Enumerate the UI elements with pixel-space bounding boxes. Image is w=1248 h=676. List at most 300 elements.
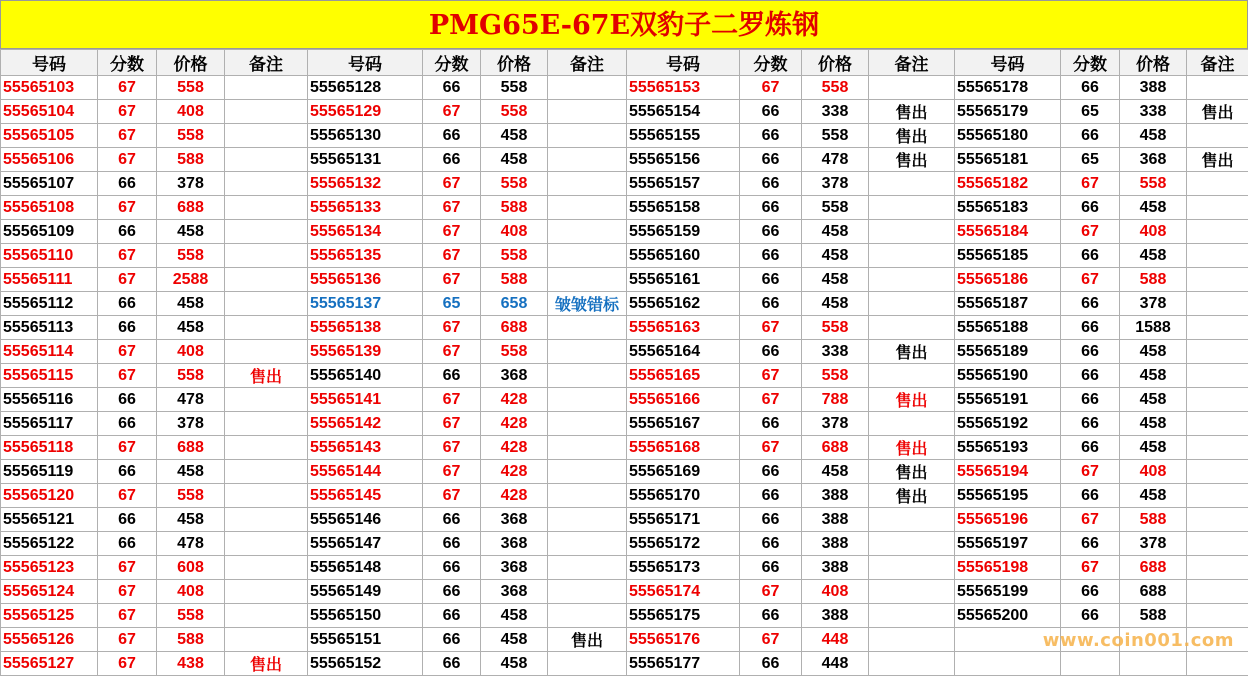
item-note: 售出 [869, 340, 955, 364]
item-code: 55565176 [627, 628, 740, 652]
item-score: 66 [98, 172, 157, 196]
item-price: 378 [157, 172, 225, 196]
item-code: 55565179 [955, 100, 1061, 124]
item-score: 66 [1061, 436, 1120, 460]
item-note [1187, 484, 1248, 508]
item-price: 2588 [157, 268, 225, 292]
item-score: 66 [740, 220, 802, 244]
item-score: 67 [1061, 268, 1120, 292]
item-score: 66 [98, 460, 157, 484]
item-score: 67 [423, 172, 481, 196]
item-code: 55565145 [308, 484, 423, 508]
item-code: 55565158 [627, 196, 740, 220]
item-code: 55565170 [627, 484, 740, 508]
item-code: 55565141 [308, 388, 423, 412]
item-code: 55565167 [627, 412, 740, 436]
item-code: 55565148 [308, 556, 423, 580]
table-row [1, 124, 1248, 148]
item-code: 55565151 [308, 628, 423, 652]
item-code: 55565157 [627, 172, 740, 196]
table-row [1, 580, 1248, 604]
item-note [1187, 388, 1248, 412]
item-note [548, 460, 627, 484]
item-note: 售出 [869, 124, 955, 148]
item-note [1187, 364, 1248, 388]
item-price: 438 [157, 652, 225, 676]
item-code: 55565113 [1, 316, 98, 340]
item-code: 55565153 [627, 76, 740, 100]
item-score: 66 [740, 100, 802, 124]
item-note [225, 268, 308, 292]
item-note: 售出 [869, 436, 955, 460]
item-code: 55565161 [627, 268, 740, 292]
item-code: 55565159 [627, 220, 740, 244]
item-price: 408 [802, 580, 869, 604]
item-price: 478 [157, 532, 225, 556]
item-note: 售出 [1187, 148, 1248, 172]
item-code: 55565169 [627, 460, 740, 484]
item-code: 55565200 [955, 604, 1061, 628]
item-price: 588 [1120, 268, 1187, 292]
item-code: 55565155 [627, 124, 740, 148]
item-score: 66 [1061, 244, 1120, 268]
item-note: 售出 [1187, 100, 1248, 124]
item-code: 55565181 [955, 148, 1061, 172]
item-score: 66 [98, 292, 157, 316]
item-code: 55565185 [955, 244, 1061, 268]
item-score: 67 [98, 484, 157, 508]
item-price: 558 [157, 364, 225, 388]
item-code: 55565149 [308, 580, 423, 604]
item-score: 66 [1061, 124, 1120, 148]
item-code: 55565186 [955, 268, 1061, 292]
item-score: 66 [740, 340, 802, 364]
item-score: 67 [423, 412, 481, 436]
item-note [869, 172, 955, 196]
item-score: 67 [1061, 556, 1120, 580]
item-price: 588 [1120, 604, 1187, 628]
header-price: 价格 [1120, 50, 1187, 76]
item-score: 66 [423, 148, 481, 172]
item-score: 67 [98, 124, 157, 148]
item-note [1187, 604, 1248, 628]
table-row [1, 196, 1248, 220]
item-price: 458 [157, 316, 225, 340]
item-score: 67 [423, 460, 481, 484]
item-note [225, 124, 308, 148]
item-price: 558 [157, 76, 225, 100]
item-price: 588 [481, 196, 548, 220]
item-code: 55565138 [308, 316, 423, 340]
header-code: 号码 [955, 50, 1061, 76]
item-price: 558 [1120, 172, 1187, 196]
item-score: 67 [423, 436, 481, 460]
item-price: 368 [481, 364, 548, 388]
item-price: 458 [1120, 340, 1187, 364]
item-price: 558 [481, 76, 548, 100]
item-code: 55565110 [1, 244, 98, 268]
item-price: 428 [481, 460, 548, 484]
item-price: 388 [802, 556, 869, 580]
item-code: 55565129 [308, 100, 423, 124]
item-score: 67 [98, 652, 157, 676]
item-note [548, 340, 627, 364]
listing-table [0, 49, 1248, 676]
item-code: 55565143 [308, 436, 423, 460]
item-score: 66 [740, 196, 802, 220]
item-score: 67 [98, 628, 157, 652]
table-row [1, 316, 1248, 340]
item-score: 65 [423, 292, 481, 316]
item-note [869, 580, 955, 604]
item-price: 458 [481, 604, 548, 628]
item-price: 478 [802, 148, 869, 172]
item-note [869, 508, 955, 532]
item-price: 458 [481, 148, 548, 172]
table-row [1, 388, 1248, 412]
item-code: 55565132 [308, 172, 423, 196]
item-note [225, 244, 308, 268]
item-score: 66 [740, 268, 802, 292]
item-note [548, 148, 627, 172]
item-note [548, 580, 627, 604]
item-code: 55565140 [308, 364, 423, 388]
item-note [225, 484, 308, 508]
item-note [225, 196, 308, 220]
item-score: 67 [98, 436, 157, 460]
table-row [1, 556, 1248, 580]
item-score: 67 [423, 244, 481, 268]
item-code: 55565116 [1, 388, 98, 412]
item-code: 55565188 [955, 316, 1061, 340]
item-note [869, 220, 955, 244]
item-price: 458 [1120, 196, 1187, 220]
item-score: 65 [1061, 148, 1120, 172]
item-code: 55565192 [955, 412, 1061, 436]
item-price: 558 [481, 340, 548, 364]
item-code: 55565195 [955, 484, 1061, 508]
item-price: 458 [1120, 412, 1187, 436]
header-score: 分数 [423, 50, 481, 76]
header-code: 号码 [627, 50, 740, 76]
item-price: 388 [802, 508, 869, 532]
item-note [225, 556, 308, 580]
item-price: 1588 [1120, 316, 1187, 340]
item-price: 338 [802, 340, 869, 364]
item-score: 66 [423, 556, 481, 580]
item-score: 66 [1061, 484, 1120, 508]
item-score: 67 [740, 364, 802, 388]
item-price: 478 [157, 388, 225, 412]
item-price: 448 [802, 652, 869, 676]
item-note [869, 76, 955, 100]
item-note [225, 76, 308, 100]
item-score: 66 [740, 124, 802, 148]
item-price: 428 [481, 412, 548, 436]
item-price: 558 [481, 172, 548, 196]
item-code: 55565144 [308, 460, 423, 484]
item-price: 608 [157, 556, 225, 580]
item-code: 55565194 [955, 460, 1061, 484]
item-note [548, 268, 627, 292]
item-score: 67 [740, 436, 802, 460]
item-note [225, 628, 308, 652]
item-price: 458 [157, 220, 225, 244]
table-row [1, 268, 1248, 292]
item-code: 55565107 [1, 172, 98, 196]
table-row [1, 340, 1248, 364]
item-price: 688 [1120, 580, 1187, 604]
item-note [225, 172, 308, 196]
item-note [869, 316, 955, 340]
item-note [869, 556, 955, 580]
item-price: 408 [481, 220, 548, 244]
item-price: 378 [802, 412, 869, 436]
table-row [1, 220, 1248, 244]
item-code: 55565197 [955, 532, 1061, 556]
item-code: 55565160 [627, 244, 740, 268]
item-code: 55565198 [955, 556, 1061, 580]
item-score: 67 [1061, 460, 1120, 484]
item-price: 588 [157, 148, 225, 172]
item-score: 66 [740, 244, 802, 268]
item-price: 458 [802, 220, 869, 244]
item-price: 368 [1120, 148, 1187, 172]
item-code: 55565189 [955, 340, 1061, 364]
item-score: 66 [1061, 292, 1120, 316]
header-note: 备注 [869, 50, 955, 76]
item-price: 368 [481, 508, 548, 532]
item-code: 55565168 [627, 436, 740, 460]
item-code: 55565134 [308, 220, 423, 244]
item-code: 55565133 [308, 196, 423, 220]
item-score: 67 [98, 100, 157, 124]
item-note [225, 292, 308, 316]
item-score: 66 [740, 460, 802, 484]
item-note: 售出 [225, 652, 308, 676]
item-code: 55565103 [1, 76, 98, 100]
item-score: 67 [423, 196, 481, 220]
item-score: 66 [740, 604, 802, 628]
table-row [1, 244, 1248, 268]
item-note [1187, 124, 1248, 148]
item-note: 售出 [548, 628, 627, 652]
item-note [1187, 556, 1248, 580]
item-score: 67 [740, 628, 802, 652]
item-price: 558 [802, 316, 869, 340]
item-score: 66 [98, 220, 157, 244]
item-price: 378 [802, 172, 869, 196]
item-code: 55565123 [1, 556, 98, 580]
item-note: 售出 [869, 484, 955, 508]
item-score: 66 [423, 652, 481, 676]
item-score: 66 [1061, 388, 1120, 412]
item-code: 55565109 [1, 220, 98, 244]
table-row [1, 436, 1248, 460]
item-score: 67 [98, 580, 157, 604]
item-price: 408 [1120, 460, 1187, 484]
item-score: 66 [740, 556, 802, 580]
item-note [225, 220, 308, 244]
item-code: 55565172 [627, 532, 740, 556]
item-code: 55565147 [308, 532, 423, 556]
item-price: 368 [481, 556, 548, 580]
item-score: 66 [423, 532, 481, 556]
item-note [548, 508, 627, 532]
item-score: 66 [740, 484, 802, 508]
item-note [225, 460, 308, 484]
item-score: 67 [98, 196, 157, 220]
item-price: 428 [481, 436, 548, 460]
item-price: 408 [1120, 220, 1187, 244]
item-price: 458 [157, 508, 225, 532]
item-score: 67 [1061, 172, 1120, 196]
table-row [1, 460, 1248, 484]
item-price: 558 [481, 100, 548, 124]
item-note [1187, 652, 1248, 676]
item-score: 67 [740, 388, 802, 412]
item-score: 67 [423, 220, 481, 244]
item-score: 66 [1061, 340, 1120, 364]
item-price: 458 [481, 124, 548, 148]
item-note [548, 388, 627, 412]
item-price: 558 [157, 484, 225, 508]
item-note [548, 532, 627, 556]
item-code: 55565117 [1, 412, 98, 436]
header-price: 价格 [481, 50, 548, 76]
item-code: 55565166 [627, 388, 740, 412]
item-note [225, 604, 308, 628]
item-score: 67 [1061, 220, 1120, 244]
item-code: 55565174 [627, 580, 740, 604]
item-code: 55565175 [627, 604, 740, 628]
item-score: 67 [98, 244, 157, 268]
item-score: 66 [98, 316, 157, 340]
item-score: 66 [423, 364, 481, 388]
item-note [548, 244, 627, 268]
item-code: 55565196 [955, 508, 1061, 532]
header-price: 价格 [802, 50, 869, 76]
item-price: 408 [157, 580, 225, 604]
item-price: 588 [1120, 508, 1187, 532]
item-score: 67 [98, 364, 157, 388]
item-score: 67 [740, 316, 802, 340]
item-score: 66 [423, 604, 481, 628]
table-row [1, 532, 1248, 556]
item-price: 388 [802, 532, 869, 556]
item-price: 448 [802, 628, 869, 652]
item-score: 67 [423, 316, 481, 340]
item-note [548, 100, 627, 124]
item-score: 66 [1061, 316, 1120, 340]
item-note [869, 244, 955, 268]
item-code: 55565191 [955, 388, 1061, 412]
item-note [869, 628, 955, 652]
item-price: 688 [1120, 556, 1187, 580]
item-score: 67 [98, 604, 157, 628]
table-row [1, 172, 1248, 196]
header-note: 备注 [548, 50, 627, 76]
watermark: www.coin001.com [1043, 630, 1234, 651]
item-price: 458 [802, 244, 869, 268]
item-score: 67 [98, 148, 157, 172]
item-price: 788 [802, 388, 869, 412]
item-code: 55565165 [627, 364, 740, 388]
item-note [1187, 412, 1248, 436]
item-score: 66 [98, 532, 157, 556]
item-price: 558 [157, 604, 225, 628]
item-code: 55565114 [1, 340, 98, 364]
item-price: 378 [1120, 532, 1187, 556]
item-score: 66 [1061, 412, 1120, 436]
item-note [869, 652, 955, 676]
item-note: 售出 [869, 460, 955, 484]
item-score: 66 [423, 580, 481, 604]
item-price: 428 [481, 388, 548, 412]
item-note: 皱皱错标 [548, 292, 627, 316]
item-note [548, 412, 627, 436]
item-price: 558 [157, 124, 225, 148]
item-code: 55565135 [308, 244, 423, 268]
item-score: 66 [1061, 364, 1120, 388]
item-score: 66 [740, 412, 802, 436]
item-note [1187, 172, 1248, 196]
item-code: 55565106 [1, 148, 98, 172]
item-note [548, 484, 627, 508]
item-code: 55565152 [308, 652, 423, 676]
item-note [1187, 340, 1248, 364]
item-score: 66 [740, 172, 802, 196]
item-price: 338 [1120, 100, 1187, 124]
item-score: 66 [98, 508, 157, 532]
item-code: 55565177 [627, 652, 740, 676]
item-price: 458 [481, 652, 548, 676]
table-row [1, 76, 1248, 100]
item-code: 55565150 [308, 604, 423, 628]
item-note [225, 580, 308, 604]
item-code: 55565122 [1, 532, 98, 556]
item-score: 66 [1061, 196, 1120, 220]
item-price: 688 [802, 436, 869, 460]
item-score: 67 [1061, 508, 1120, 532]
item-note [548, 604, 627, 628]
item-note [1187, 508, 1248, 532]
item-note: 售出 [225, 364, 308, 388]
item-price: 338 [802, 100, 869, 124]
item-price: 458 [157, 460, 225, 484]
item-note [225, 148, 308, 172]
item-score: 66 [1061, 76, 1120, 100]
item-note: 售出 [869, 148, 955, 172]
item-note [869, 268, 955, 292]
item-code: 55565130 [308, 124, 423, 148]
item-note [869, 604, 955, 628]
item-code: 55565139 [308, 340, 423, 364]
table-body [1, 76, 1248, 676]
item-code: 55565156 [627, 148, 740, 172]
item-price: 388 [802, 484, 869, 508]
item-price: 458 [802, 460, 869, 484]
item-note [1187, 268, 1248, 292]
item-score: 66 [1061, 532, 1120, 556]
item-code: 55565105 [1, 124, 98, 148]
item-code: 55565137 [308, 292, 423, 316]
item-price: 688 [157, 196, 225, 220]
item-code: 55565163 [627, 316, 740, 340]
item-code: 55565182 [955, 172, 1061, 196]
item-note [1187, 436, 1248, 460]
item-note [869, 196, 955, 220]
